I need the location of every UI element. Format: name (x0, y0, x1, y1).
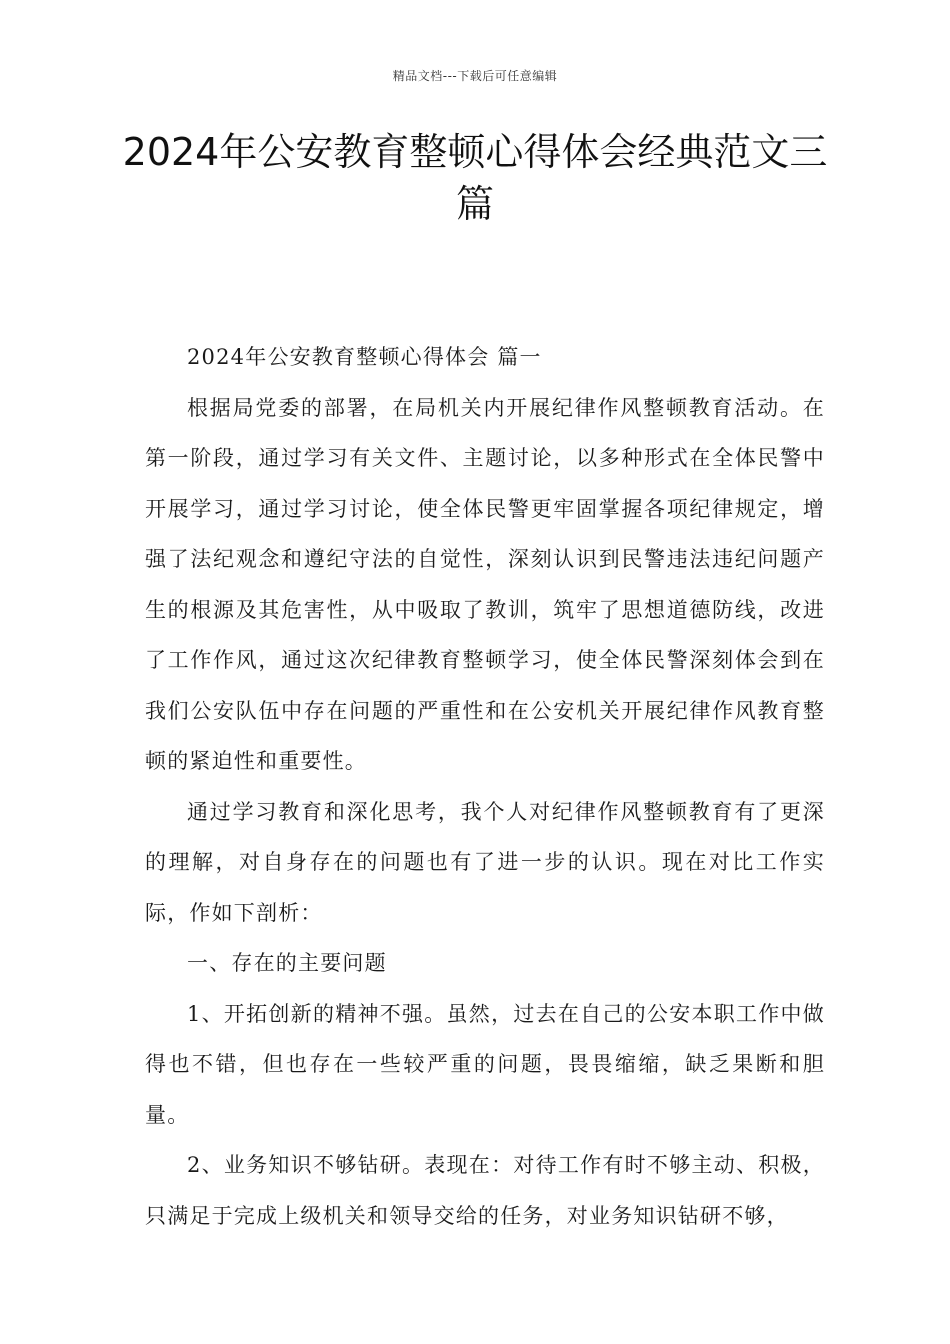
document-title: 2024年公安教育整顿心得体会经典范文三篇 (122, 130, 828, 226)
paragraph: 根据局党委的部署，在局机关内开展纪律作风整顿教育活动。在第一阶段，通过学习有关文件、主题讨论，以多种形式在全体民警中开展学习，通过学习讨论，使全体民警更牢固掌握各项纪律规定，增强了法纪观念和遵纪守法的自觉性，深刻认识到民警违法违纪问题产生的根源及其危害性，从中吸取了教训，筑牢了思想道德防线，改进了工作作风，通过这次纪律教育整顿学习，使全体民警深刻体会到在我们公安队伍中存在问题的严重性和在公安机关开展纪律作风教育整顿的紧迫性和重要性。 (145, 395, 825, 773)
paragraph: 2、业务知识不够钻研。表现在：对待工作有时不够主动、积极，只满足于完成上级机关和领导交给的任务，对业务知识钻研不够， (145, 1153, 825, 1228)
section-heading: 一、存在的主要问题 (187, 951, 387, 975)
document-body (145, 332, 825, 1241)
paragraph: 通过学习教育和深化思考，我个人对纪律作风整顿教育有了更深的理解，对自身存在的问题也有了进一步的认识。现在对比工作实际，作如下剖析： (145, 799, 825, 925)
header-note: 精品文档---下载后可任意编辑 (392, 69, 558, 83)
section-heading: 2024年公安教育整顿心得体会 篇一 (187, 345, 542, 369)
paragraph: 1、开拓创新的精神不强。虽然，过去在自己的公安本职工作中做得也不错，但也存在一些较严重的问题，畏畏缩缩，缺乏果断和胆量。 (145, 1001, 825, 1127)
